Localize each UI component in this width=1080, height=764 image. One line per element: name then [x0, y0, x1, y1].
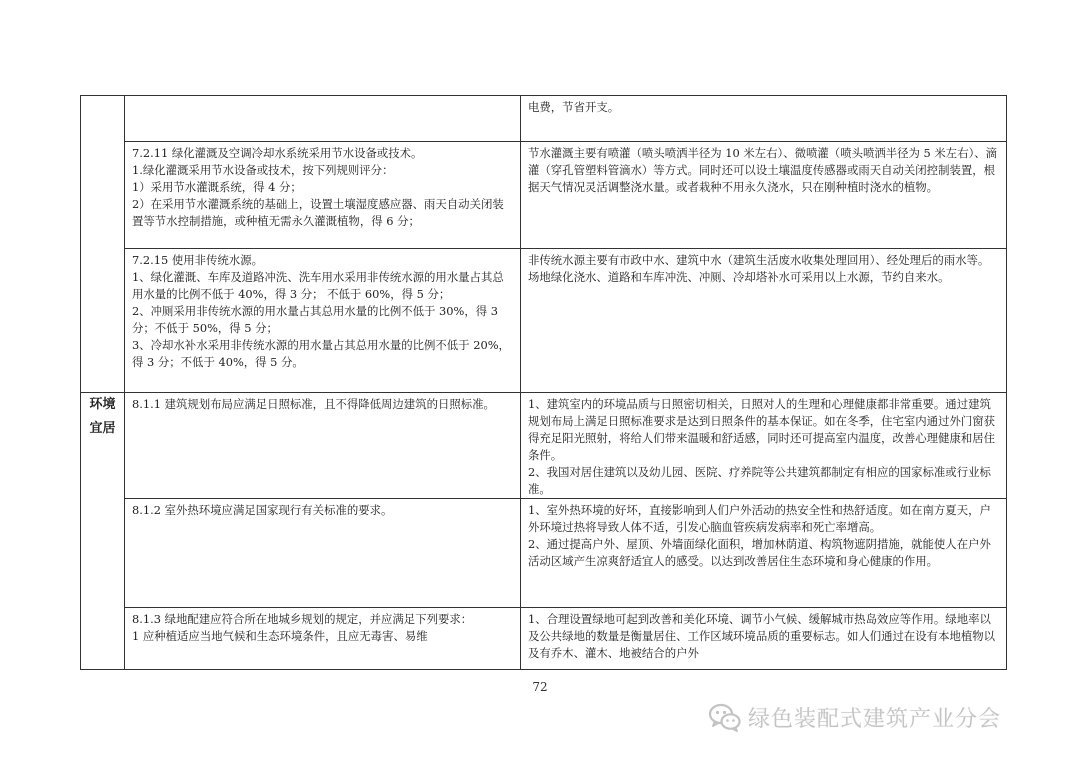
table-row — [81, 142, 1007, 249]
explanation-cell — [521, 393, 1007, 499]
wechat-icon — [708, 700, 742, 734]
explanation-cell — [521, 249, 1007, 393]
category-cell — [81, 393, 125, 670]
category-label: 环境 宜居 — [89, 397, 116, 436]
table-row — [81, 393, 1007, 499]
requirement-cell — [125, 249, 521, 393]
table-row — [81, 499, 1007, 608]
requirement-text: 8.1.3 绿地配建应符合所在地城乡规划的规定，并应满足下列要求： 1 应种植适应当地气候和生态环境条件，且应无毒害、易维 — [132, 612, 473, 643]
requirement-text: 7.2.15 使用非传统水源。 1、绿化灌溉、车库及道路冲洗、洗车用水采用非传统水源的用水量占其总用水量的比例不低于 40%，得 3 分； 不低于 60%，得 5 分； 2、冲厕采用非传统水源的用水量占其总用水量的比例不低于 30%，得 3 分；不低于 50%，得 5 分； 3、冷却水补水采用非传统水源的用水量占其总用水量的比例不低于 20%，得 3 分；不低于 40%，得 5 分。 — [132, 253, 510, 369]
explanation-text: 1、合理设置绿地可起到改善和美化环境、调节小气候、缓解城市热岛效应等作用。绿地率以及公共绿地的数量是衡量居住、工作区域环境品质的重要标志。如人们通过在设有本地植物以及有乔木、灌木、地被结合的户外 — [528, 612, 996, 660]
explanation-text: 非传统水源主要有市政中水、建筑中水（建筑生活废水收集处理回用）、经处理后的雨水等。场地绿化浇水、道路和车库冲洗、冲厕、冷却塔补水可采用以上水源，节约自来水。 — [528, 253, 990, 284]
explanation-text: 1、室外热环境的好坏，直接影响到人们户外活动的热安全性和热舒适度。如在南方夏天，户外环境过热将导致人体不适，引发心脑血管疾病发病率和死亡率增高。 2、通过提高户外、屋顶、外墙面绿化面积，增加林荫道、构筑物遮阴措施，就能使人在户外活动区域产生凉爽舒适宜人的感受。以达到改善居住生态环境和身心健康的作用。 — [528, 503, 991, 568]
requirement-cell — [125, 499, 521, 608]
explanation-cell — [521, 142, 1007, 249]
explanation-text: 1、建筑室内的环境品质与日照密切相关，日照对人的生理和心理健康都非常重要。通过建筑规划布局上满足日照标准要求是达到日照条件的基本保证。如在冬季，住宅室内通过外门窗获得充足阳光照射，将给人们带来温暖和舒适感，同时还可提高室内温度，改善心理健康和居住条件。 2、我国对居住建筑以及幼儿园、医院、疗养院等公共建筑都制定有相应的国家标准或行业标准。 — [528, 397, 996, 496]
requirement-cell — [125, 142, 521, 249]
table-row — [81, 608, 1007, 670]
explanation-text: 电费，节省开支。 — [528, 100, 620, 114]
requirement-cell — [125, 393, 521, 499]
requirement-text: 8.1.2 室外热环境应满足国家现行有关标准的要求。 — [132, 503, 393, 517]
explanation-text: 节水灌溉主要有喷灌（喷头喷洒半径为 10 米左右）、微喷灌（喷头喷洒半径为 5 米左右）、滴灌（穿孔管塑料管滴水）等方式。同时还可以设土壤温度传感器或雨天自动关闭控制装置，根据天气情况灵活调整浇水量。或者栽种不用永久浇水，只在刚种植时浇水的植物。 — [528, 146, 998, 194]
table-row — [81, 249, 1007, 393]
explanation-cell — [521, 96, 1007, 142]
category-cell — [81, 96, 125, 393]
page-number: 72 — [532, 680, 548, 694]
explanation-cell — [521, 499, 1007, 608]
watermark — [708, 700, 1001, 734]
standards-table — [80, 95, 1007, 670]
requirement-text: 8.1.1 建筑规划布局应满足日照标准，且不得降低周边建筑的日照标准。 — [132, 397, 495, 411]
watermark-text: 绿色装配式建筑产业分会 — [748, 706, 1002, 732]
requirement-text — [125, 96, 520, 99]
requirement-text: 7.2.11 绿化灌溉及空调冷却水系统采用节水设备或技术。 1.绿化灌溉采用节水设备或技术，按下列规则评分： 1）采用节水灌溉系统，得 4 分； 2）在采用节水灌溉系统的基础上，设置土壤湿度感应器、雨天自动关闭装置等节水控制措施，或种植无需永久灌溉植物，得 6 分； — [132, 146, 504, 228]
explanation-cell — [521, 608, 1007, 670]
requirement-cell — [125, 96, 521, 142]
requirement-cell — [125, 608, 521, 670]
table-row — [81, 96, 1007, 142]
